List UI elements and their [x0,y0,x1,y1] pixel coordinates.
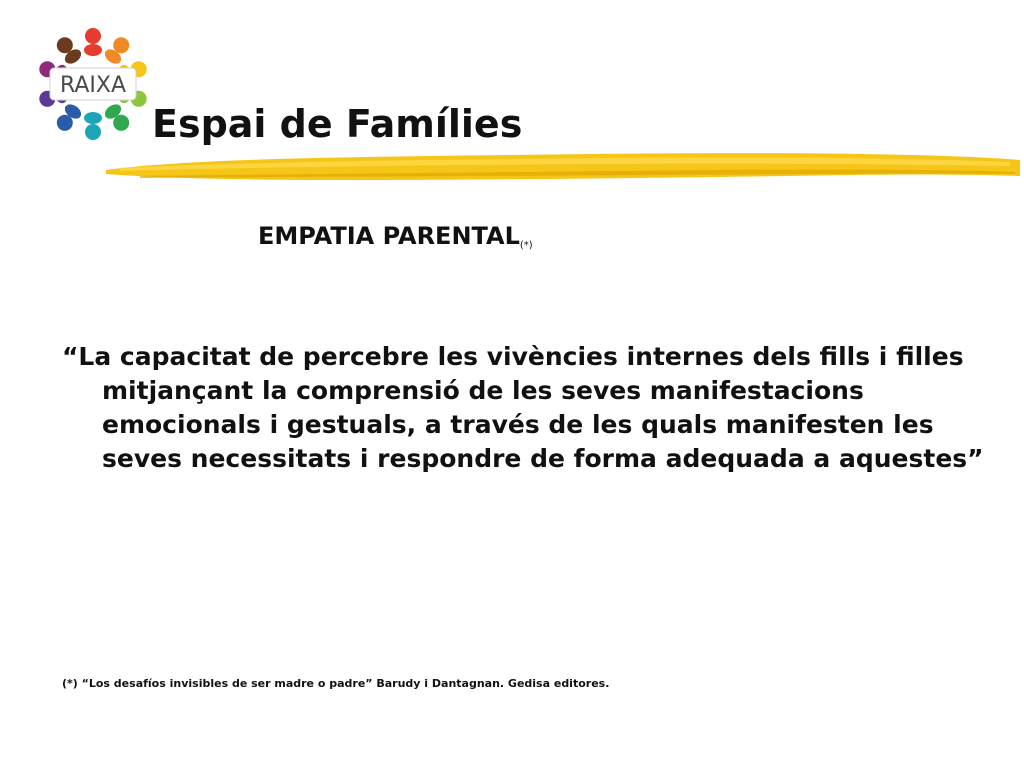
page-title: Espai de Famílies [152,102,523,146]
logo-person-body [84,112,102,124]
subtitle [258,220,533,262]
logo-person-body [84,44,102,56]
logo-person-head [85,124,101,140]
footnote: (*) “Los desafíos invisibles de ser madre o padre” Barudy i Dantagnan. Gedisa editores. [62,677,610,690]
logo-person-head [57,115,73,131]
raixa-logo [28,18,158,148]
yellow-brush-stroke [100,146,1024,186]
logo-person-head [113,115,129,131]
subtitle-text: EMPATIA PARENTAL [258,222,520,250]
logo-people-ring [28,18,158,148]
logo-person-head [57,37,73,53]
subtitle-footnote-mark: (*) [519,240,533,251]
definition-quote: “La capacitat de percebre les vivències internes dels fills i filles mitjançant la comprensió de les seves manifestacions emocionals i gestuals, a través de les quals manifesten les seves necessitats i respondre de forma adequada a aquestes” [62,342,984,473]
logo-person-head [85,28,101,44]
logo-text: RAIXA [59,73,127,98]
logo-person-head [113,37,129,53]
